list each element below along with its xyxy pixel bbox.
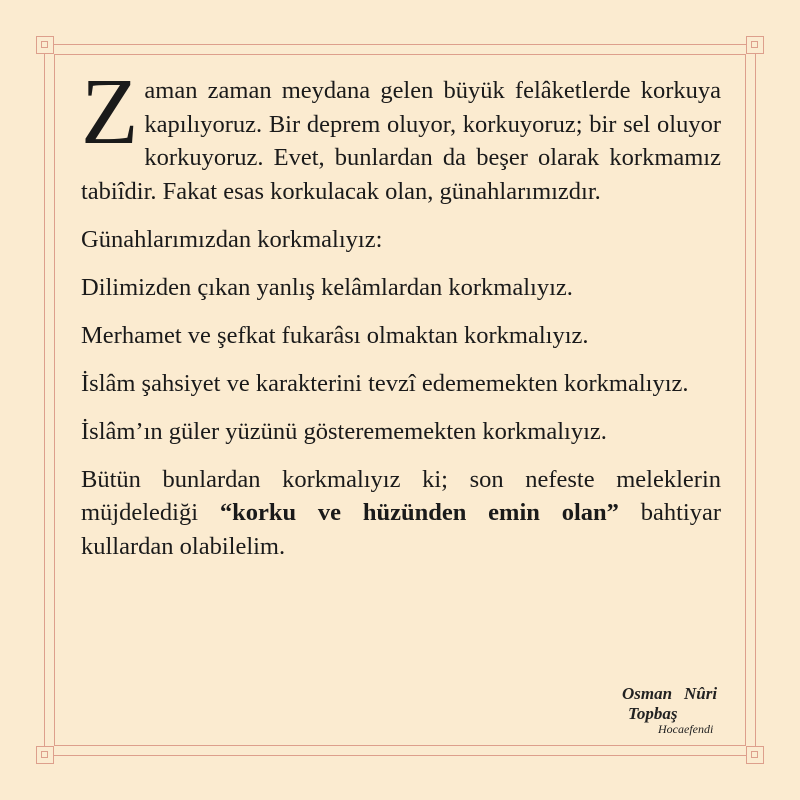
signature-last-name: Topbaş	[628, 704, 678, 723]
intro-text: aman zaman meydana gelen büyük felâketlerde korkuya kapılıyoruz. Bir deprem oluyor, korkuyoruz; bir sel oluyor korkuyoruz. Evet, bunlardan da beşer olarak korkmamız tabiîdir. Fakat esas korkulacak olan, günahlarımızdır.	[81, 77, 721, 205]
author-signature	[600, 676, 740, 756]
corner-ornament-top-left	[36, 36, 54, 54]
signature-first-name: Osman	[622, 684, 673, 703]
paragraph-fear-mercy: Merhamet ve şefkat fukarâsı olmaktan korkmalıyız.	[81, 321, 589, 349]
signature-title: Hocaefendi	[658, 722, 714, 736]
paragraph-fear-sins: Günahlarımızdan korkmalıyız:	[81, 225, 383, 253]
paragraph-fear-smile: İslâm’ın güler yüzünü gösterememekten korkmalıyız.	[81, 417, 607, 445]
drop-cap: Z	[81, 60, 139, 164]
corner-ornament-bottom-right	[746, 746, 764, 764]
intro-paragraph	[81, 60, 721, 208]
corner-ornament-top-right	[746, 36, 764, 54]
closing-text-after: bahtiyar kullardan olabilelim.	[81, 499, 721, 560]
corner-ornament-bottom-left	[36, 746, 54, 764]
paragraph-fear-words: Dilimizden çıkan yanlış kelâmlardan korkmalıyız.	[81, 273, 573, 301]
closing-quote: “korku ve hüzünden emin olan”	[219, 499, 619, 526]
signature-middle-name: Nûri	[684, 684, 718, 703]
closing-text-before: Bütün bunlardan korkmalıyız ki; son nefeste meleklerin müjdelediği	[81, 465, 721, 526]
quote-body	[81, 60, 721, 578]
paragraph-fear-character: İslâm şahsiyet ve karakterini tevzî edememekten korkmalıyız.	[81, 369, 689, 397]
closing-paragraph	[81, 463, 721, 564]
